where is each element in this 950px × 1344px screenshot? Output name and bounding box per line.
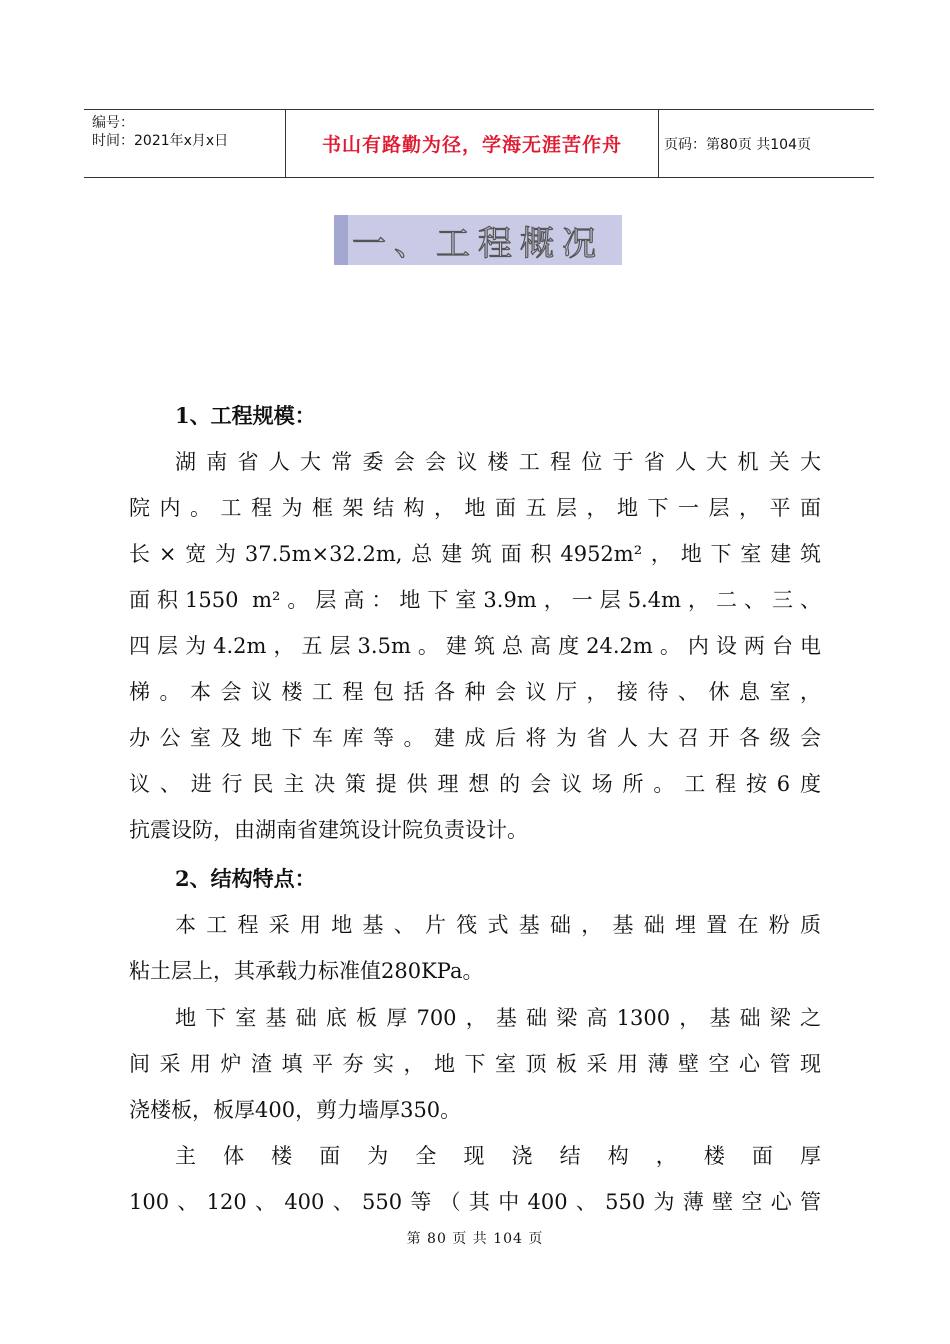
paragraph-line: 浇楼板，板厚400，剪力墙厚350。 xyxy=(129,1098,462,1122)
header-divider xyxy=(658,110,659,177)
paragraph-line: 办公室及地下车库等。建成后将为省人大召开各级会 xyxy=(129,726,821,750)
heading-project-scale: 1、工程规模： xyxy=(175,403,316,428)
paragraph-line: 面积1550 m²。层高：地下室3.9m，一层5.4m，二、三、 xyxy=(129,588,821,612)
page-footer: 第 80 页 共 104 页 xyxy=(406,1231,544,1247)
header-page-info: 页码：第80页 共104页 xyxy=(664,136,811,153)
header-motto: 书山有路勤为径，学海无涯苦作舟 xyxy=(321,134,622,156)
paragraph-line: 本工程采用地基、片筏式基础，基础埋置在粉质 xyxy=(175,913,821,937)
paragraph-line: 长×宽为37.5m×32.2m,总建筑面积4952m²，地下室建筑 xyxy=(129,542,821,566)
document-number-label: 编号： xyxy=(92,115,134,131)
paragraph-line: 院内。工程为框架结构，地面五层，地下一层，平面 xyxy=(129,496,821,520)
paragraph-line: 湖南省人大常委会会议楼工程位于省人大机关大 xyxy=(175,450,821,474)
heading-structure-features: 2、结构特点： xyxy=(175,866,316,891)
section-title-box xyxy=(334,215,622,265)
paragraph-line: 地下室基础底板厚700，基础梁高1300，基础梁之 xyxy=(175,1006,821,1030)
paragraph-line: 梯。本会议楼工程包括各种会议厅，接待、休息室， xyxy=(129,680,821,704)
paragraph-line: 四层为4.2m，五层3.5m。建筑总高度24.2m。内设两台电 xyxy=(129,634,821,658)
header-meta xyxy=(92,114,228,150)
paragraph-line: 间采用炉渣填平夯实，地下室顶板采用薄壁空心管现 xyxy=(129,1052,821,1076)
paragraph-line: 抗震设防，由湖南省建筑设计院负责设计。 xyxy=(129,818,528,842)
section-title: 一、工程概况 xyxy=(352,223,604,264)
paragraph-line: 100、120、400、550等（其中400、550为薄壁空心管 xyxy=(129,1190,821,1214)
paragraph-line: 主体楼面为全现浇结构，楼面厚 xyxy=(175,1144,821,1168)
paragraph-line: 粘土层上，其承载力标准值280KPa。 xyxy=(129,959,484,983)
page-header xyxy=(84,109,874,178)
document-time-label: 时间：2021年x月x日 xyxy=(92,133,229,149)
paragraph-line: 议、进行民主决策提供理想的会议场所。工程按6度 xyxy=(129,772,821,796)
